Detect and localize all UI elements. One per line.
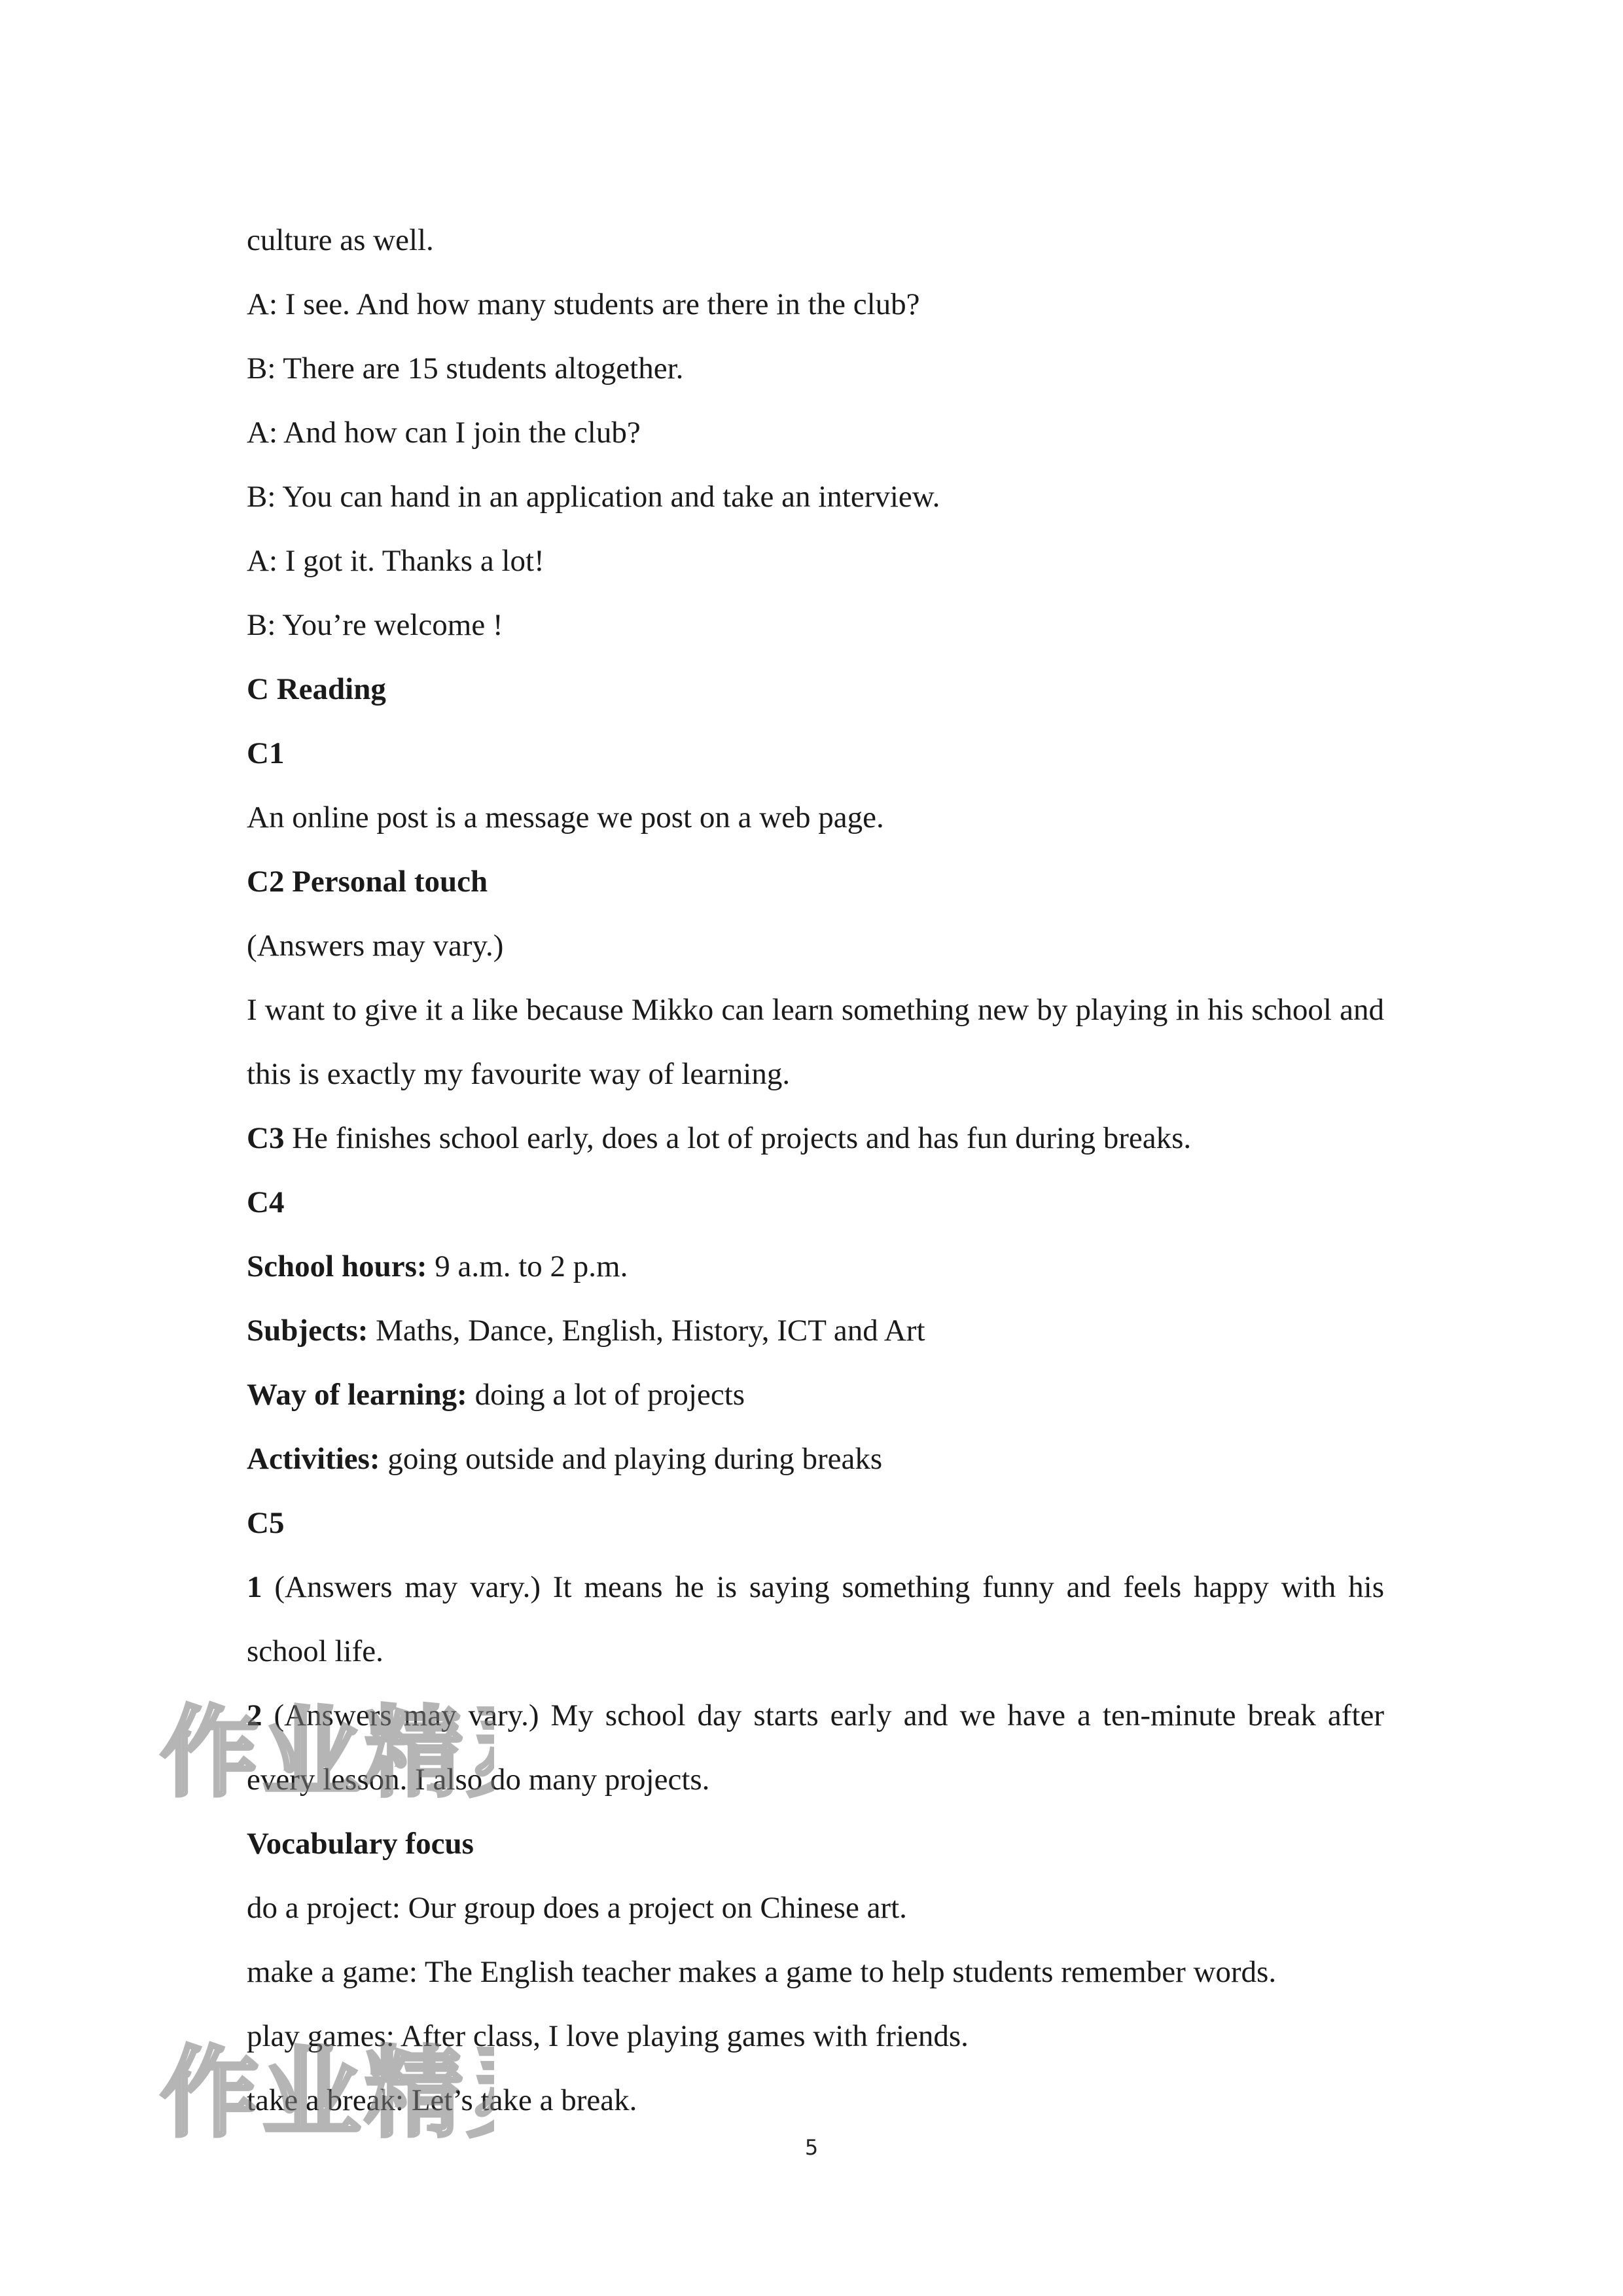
c5-item: [247, 1555, 1384, 1683]
watermark-svg: [154, 1695, 494, 1806]
c5-item-number: 2: [247, 1698, 262, 1732]
c4-row-label: Way of learning:: [247, 1378, 467, 1412]
c3-label: C3: [247, 1121, 285, 1155]
watermark-logo: [154, 1695, 494, 1806]
page-number: 5: [804, 2135, 819, 2160]
c4-row: [247, 1363, 1384, 1427]
c4-label: C4: [247, 1185, 285, 1219]
watermark-svg: [154, 2036, 494, 2147]
watermark-text: 作业精: [160, 1696, 467, 1806]
dialogue-line: A: And how can I join the club?: [247, 416, 641, 450]
vocabulary-item: take a break: Let’s take a break.: [247, 2083, 637, 2117]
dialogue-line: B: You’re welcome !: [247, 608, 503, 642]
c3-text: He finishes school early, does a lot of projects and has fun during breaks.: [284, 1121, 1192, 1155]
c1-label: C1: [247, 736, 285, 770]
c4-row-value: 9 a.m. to 2 p.m.: [427, 1249, 628, 1283]
watermark-text: 作业精: [160, 2037, 467, 2147]
c5-item-number: 1: [247, 1570, 262, 1604]
page-content: [247, 208, 1384, 2132]
c2-answer: I want to give it a like because Mikko can learn something new by playing in his school and this is exactly my favourite way of learning.: [247, 993, 1384, 1091]
c4-row-label: Activities:: [247, 1442, 380, 1476]
c5-item-text: (Answers may vary.) My school day starts early and we have a ten-minute break after every lesson. I also do many projects.: [247, 1698, 1384, 1797]
vocabulary-item: do a project: Our group does a project on Chinese art.: [247, 1891, 907, 1925]
dialogue-line: A: I see. And how many students are there in the club?: [247, 287, 920, 321]
c4-row-label: Subjects:: [247, 1314, 368, 1348]
c4-row-value: Maths, Dance, English, History, ICT and Art: [368, 1314, 925, 1348]
c5-item-text: (Answers may vary.) It means he is saying something funny and feels happy with his school life.: [247, 1570, 1384, 1668]
c4-row-label: School hours:: [247, 1249, 427, 1283]
section-heading-vocabulary: Vocabulary focus: [247, 1827, 474, 1861]
dialogue-line: B: You can hand in an application and take an interview.: [247, 480, 940, 514]
c3-answer: [247, 1106, 1384, 1170]
vocabulary-item: play games: After class, I love playing games with friends.: [247, 2019, 969, 2053]
c5-label: C5: [247, 1506, 285, 1540]
dialogue-line: culture as well.: [247, 223, 434, 257]
section-heading-reading: C Reading: [247, 672, 386, 706]
c4-row: [247, 1299, 1384, 1363]
c4-row: [247, 1234, 1384, 1299]
c2-heading: C2 Personal touch: [247, 865, 488, 899]
c2-note: (Answers may vary.): [247, 929, 504, 963]
dialogue-line: B: There are 15 students altogether.: [247, 351, 684, 386]
vocabulary-item: make a game: The English teacher makes a game to help students remember words.: [247, 1955, 1277, 1989]
dialogue-line: A: I got it. Thanks a lot!: [247, 544, 544, 578]
c1-answer: An online post is a message we post on a web page.: [247, 800, 884, 834]
c4-row: [247, 1427, 1384, 1491]
watermark-logo: [154, 2036, 494, 2147]
c4-row-value: doing a lot of projects: [467, 1378, 745, 1412]
c4-row-value: going outside and playing during breaks: [380, 1442, 883, 1476]
